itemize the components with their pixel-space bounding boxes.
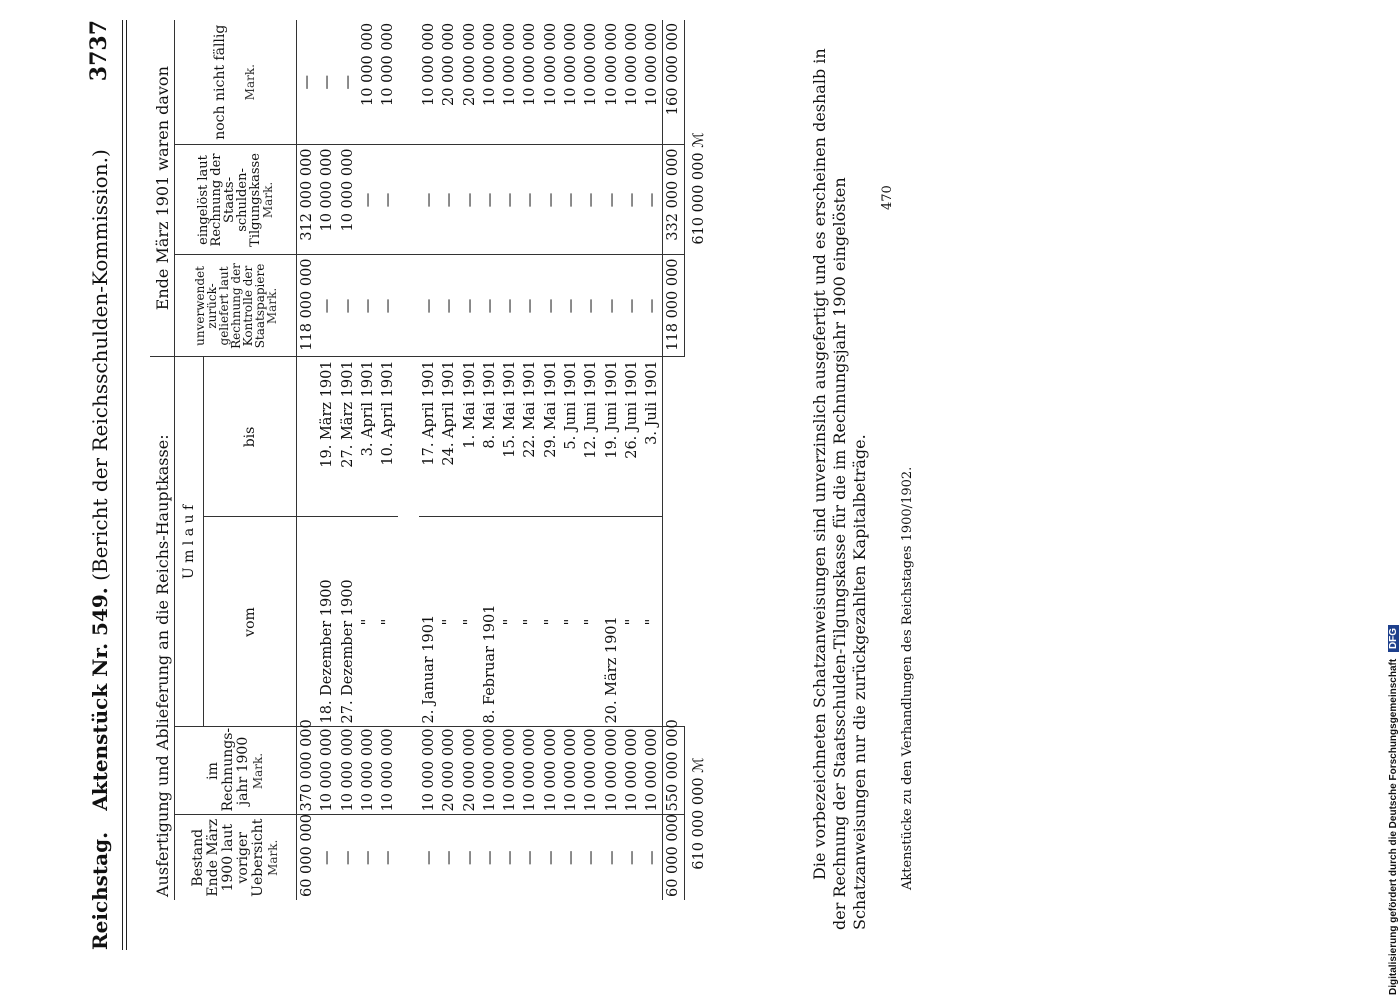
cell-eingeloest: — [642, 145, 663, 255]
table-row [642, 20, 663, 900]
cell-bis: 27. März 1901 [338, 357, 358, 517]
table-row [358, 20, 378, 900]
cell-bis: 15. Mai 1901 [500, 357, 520, 517]
cell-bis: 1. Mai 1901 [459, 357, 479, 517]
cell-faellig: 10 000 000 [561, 20, 581, 145]
row-spacer [398, 20, 418, 900]
cell-im: 10 000 000 [601, 727, 621, 815]
cell-vom: " [500, 517, 520, 727]
cell-faellig: 20 000 000 [459, 20, 479, 145]
page-header [80, 20, 120, 950]
cell-vom: 27. Dezember 1900 [338, 517, 358, 727]
table-row [459, 20, 479, 900]
cell-faellig: 10 000 000 [622, 20, 642, 145]
cell-vom: 2. Januar 1901 [419, 517, 439, 727]
cell-vom: " [378, 517, 398, 727]
header-document-number: Aktenstück Nr. 549. [88, 587, 112, 811]
cell-faellig: 10 000 000 [642, 20, 663, 145]
total-im: 550 000 000 [663, 727, 684, 815]
cell-bestand: — [380, 850, 397, 865]
cell-eingeloest: — [419, 145, 439, 255]
cell-vom: " [642, 517, 663, 727]
cell-im: 10 000 000 [317, 727, 337, 815]
table-row [601, 20, 621, 900]
cell-unverwendet: — [338, 255, 358, 357]
cell-unverwendet: — [419, 255, 439, 357]
unit-label: Mark. [264, 287, 279, 325]
cell-bestand: — [644, 850, 661, 865]
cell-vom: " [358, 517, 378, 727]
col-header-unverwendet: unverwendet zurück-geliefert laut Rechnung der Kontrolle der Staatspapiere Mark. [175, 255, 297, 357]
cell-unverwendet: — [581, 255, 601, 357]
cell-im: 10 000 000 [500, 727, 520, 815]
unit-label: Mark. [260, 181, 275, 219]
cell-vom: " [622, 517, 642, 727]
cell-unverwendet: — [317, 255, 337, 357]
header-left: Reichstag. [88, 831, 112, 950]
cell-im: 10 000 000 [541, 727, 561, 815]
cell-bis: 3. Juli 1901 [642, 357, 663, 517]
cell-eingeloest: — [358, 145, 378, 255]
total-bestand: 60 000 000 [663, 815, 684, 900]
footer-title: Aktenstücke zu den Verhandlungen des Reichstages 1900/1902. [900, 466, 915, 890]
cell-im: 10 000 000 [581, 727, 601, 815]
cell-bestand: — [360, 850, 377, 865]
cell-unverwendet: — [622, 255, 642, 357]
cell-eingeloest: — [561, 145, 581, 255]
cell-vom: 8. Februar 1901 [480, 517, 500, 727]
grand-total-right: 610 000 000 ℳ [684, 20, 713, 357]
table-row-totals [663, 20, 684, 900]
cell-bis: 19. Juni 1901 [601, 357, 621, 517]
cell-faellig: 10 000 000 [500, 20, 520, 145]
cell-eingeloest: — [500, 145, 520, 255]
table-row [500, 20, 520, 900]
page-number: 3737 [86, 20, 112, 82]
cell-unverwendet: 118 000 000 [297, 255, 318, 357]
unit-label: Mark. [265, 839, 280, 876]
unit-label: Mark. [243, 64, 257, 101]
cell-bis: 17. April 1901 [419, 357, 439, 517]
cell-faellig: 10 000 000 [378, 20, 398, 145]
cell-unverwendet: — [439, 255, 459, 357]
cell-im: 10 000 000 [520, 727, 540, 815]
cell-eingeloest: — [439, 145, 459, 255]
table-row [581, 20, 601, 900]
cell-bis: 8. Mai 1901 [480, 357, 500, 517]
grand-total-left: 610 000 000 ℳ [684, 727, 713, 900]
cell-eingeloest: — [581, 145, 601, 255]
col-header-umlauf: U m l a u f [175, 357, 204, 727]
cell-unverwendet: — [601, 255, 621, 357]
cell-im: 10 000 000 [358, 727, 378, 815]
group-title-ende-maerz: Ende März 1901 waren davon [150, 20, 175, 357]
cell-bestand: 60 000 000 [299, 813, 316, 897]
header-subtitle: (Bericht der Reichsschulden-Kommission.) [88, 149, 112, 581]
statistics-table [150, 20, 713, 900]
footer-page-number: 470 [880, 185, 895, 210]
cell-bis: 12. Juni 1901 [581, 357, 601, 517]
table-row [541, 20, 561, 900]
cell-vom: " [541, 517, 561, 727]
cell-vom: " [439, 517, 459, 727]
col-header-bis: bis [204, 357, 297, 517]
cell-vom: 18. Dezember 1900 [317, 517, 337, 727]
cell-faellig: — [317, 20, 337, 145]
total-eingeloest: 332 000 000 [663, 145, 684, 255]
cell-bis [297, 357, 318, 517]
cell-unverwendet: — [561, 255, 581, 357]
total-unverwendet: 118 000 000 [663, 255, 684, 357]
cell-bis: 26. Juni 1901 [622, 357, 642, 517]
cell-im: 10 000 000 [480, 727, 500, 815]
cell-im: 10 000 000 [378, 727, 398, 815]
cell-faellig: 10 000 000 [419, 20, 439, 145]
cell-faellig: 10 000 000 [601, 20, 621, 145]
group-title-ausfertigung: Ausfertigung und Ablieferung an die Reichs-Hauptkasse: [150, 357, 175, 900]
cell-bestand: — [603, 850, 620, 865]
cell-unverwendet: — [642, 255, 663, 357]
cell-faellig: 10 000 000 [541, 20, 561, 145]
cell-eingeloest: — [520, 145, 540, 255]
cell-eingeloest: — [459, 145, 479, 255]
table-row-first [297, 20, 318, 900]
cell-faellig: 10 000 000 [520, 20, 540, 145]
cell-bis: 24. April 1901 [439, 357, 459, 517]
header-center [88, 130, 112, 830]
cell-bis: 5. Juni 1901 [561, 357, 581, 517]
cell-eingeloest: — [622, 145, 642, 255]
table-row [561, 20, 581, 900]
cell-faellig: 10 000 000 [480, 20, 500, 145]
cell-bestand: — [522, 850, 539, 865]
rotated-page [40, 0, 940, 990]
table-row [622, 20, 642, 900]
table-row [520, 20, 540, 900]
footnote: Die vorbezeichneten Schatzanweisungen sind unverzinslich ausgefertigt und es erscheinen deshalb in der Rechnung der Staatsschulden-Tilgungskasse für die im Rechnungsjahr 1900 eingelösten Schatzanweisungen nur die zurückgezahlten Kapitalbeträge. [810, 48, 869, 930]
cell-im: 10 000 000 [338, 727, 358, 815]
cell-bis: 3. April 1901 [358, 357, 378, 517]
cell-vom: " [581, 517, 601, 727]
cell-im: 10 000 000 [622, 727, 642, 815]
cell-bis: 22. Mai 1901 [520, 357, 540, 517]
table-row [419, 20, 439, 900]
cell-bestand: — [420, 850, 437, 865]
cell-bestand: — [623, 850, 640, 865]
cell-vom: 20. März 1901 [601, 517, 621, 727]
cell-faellig: — [338, 20, 358, 145]
cell-im: 20 000 000 [439, 727, 459, 815]
cell-unverwendet: — [500, 255, 520, 357]
cell-bestand: — [542, 850, 559, 865]
cell-bestand: — [441, 850, 458, 865]
cell-unverwendet: — [541, 255, 561, 357]
cell-eingeloest: 10 000 000 [338, 145, 358, 255]
unit-label: Mark. [250, 752, 265, 790]
header-rule-2 [126, 20, 127, 950]
cell-eingeloest: — [541, 145, 561, 255]
dfg-badge: DFG [1388, 625, 1399, 652]
cell-bis: 10. April 1901 [378, 357, 398, 517]
cell-faellig: 10 000 000 [358, 20, 378, 145]
cell-faellig: — [297, 20, 318, 145]
table-row [439, 20, 459, 900]
digitization-note-text: Digitalisierung gefördert durch die Deutsche Forschungsgemeinschaft [1388, 658, 1399, 995]
cell-unverwendet: — [520, 255, 540, 357]
total-faellig: 160 000 000 [663, 20, 684, 145]
page-footer [880, 20, 920, 930]
cell-bestand: — [339, 850, 356, 865]
col-header-eingeloest: eingelöst laut Rechnung der Staats-schulden-Tilgungskasse Mark. [175, 145, 297, 255]
cell-eingeloest: 312 000 000 [297, 145, 318, 255]
cell-bestand: — [461, 850, 478, 865]
table-row [317, 20, 337, 900]
cell-bestand: — [583, 850, 600, 865]
col-header-noch-nicht-faellig: noch nicht fällig Mark. [175, 20, 297, 145]
cell-eingeloest: — [601, 145, 621, 255]
cell-unverwendet: — [480, 255, 500, 357]
table-body [297, 20, 663, 900]
col-header-vom: vom [204, 517, 297, 727]
cell-bestand: — [502, 850, 519, 865]
cell-unverwendet: — [378, 255, 398, 357]
table-row [378, 20, 398, 900]
cell-im: 370 000 000 [297, 727, 318, 815]
cell-bis: 19. März 1901 [317, 357, 337, 517]
header-rule [122, 20, 123, 950]
table-row [338, 20, 358, 900]
cell-im: 10 000 000 [419, 727, 439, 815]
cell-faellig: 20 000 000 [439, 20, 459, 145]
cell-bis: 29. Mai 1901 [541, 357, 561, 517]
cell-bestand: — [319, 850, 336, 865]
col-header-im-rechnungsjahr: im Rechnungs-jahr 1900 Mark. [175, 727, 297, 815]
cell-faellig: 10 000 000 [581, 20, 601, 145]
cell-im: 10 000 000 [642, 727, 663, 815]
cell-bestand: — [481, 850, 498, 865]
col-header-bestand: Bestand Ende März 1900 laut voriger Uebersicht Mark. [175, 815, 297, 900]
cell-unverwendet: — [459, 255, 479, 357]
cell-im: 10 000 000 [561, 727, 581, 815]
cell-vom: " [520, 517, 540, 727]
cell-vom: " [561, 517, 581, 727]
cell-vom [297, 517, 318, 727]
cell-unverwendet: — [358, 255, 378, 357]
cell-eingeloest: — [480, 145, 500, 255]
cell-im: 20 000 000 [459, 727, 479, 815]
cell-bestand: — [563, 850, 579, 865]
cell-eingeloest: 10 000 000 [317, 145, 337, 255]
cell-vom: " [459, 517, 479, 727]
digitization-note [1388, 625, 1399, 995]
table-row [480, 20, 500, 900]
cell-eingeloest: — [378, 145, 398, 255]
